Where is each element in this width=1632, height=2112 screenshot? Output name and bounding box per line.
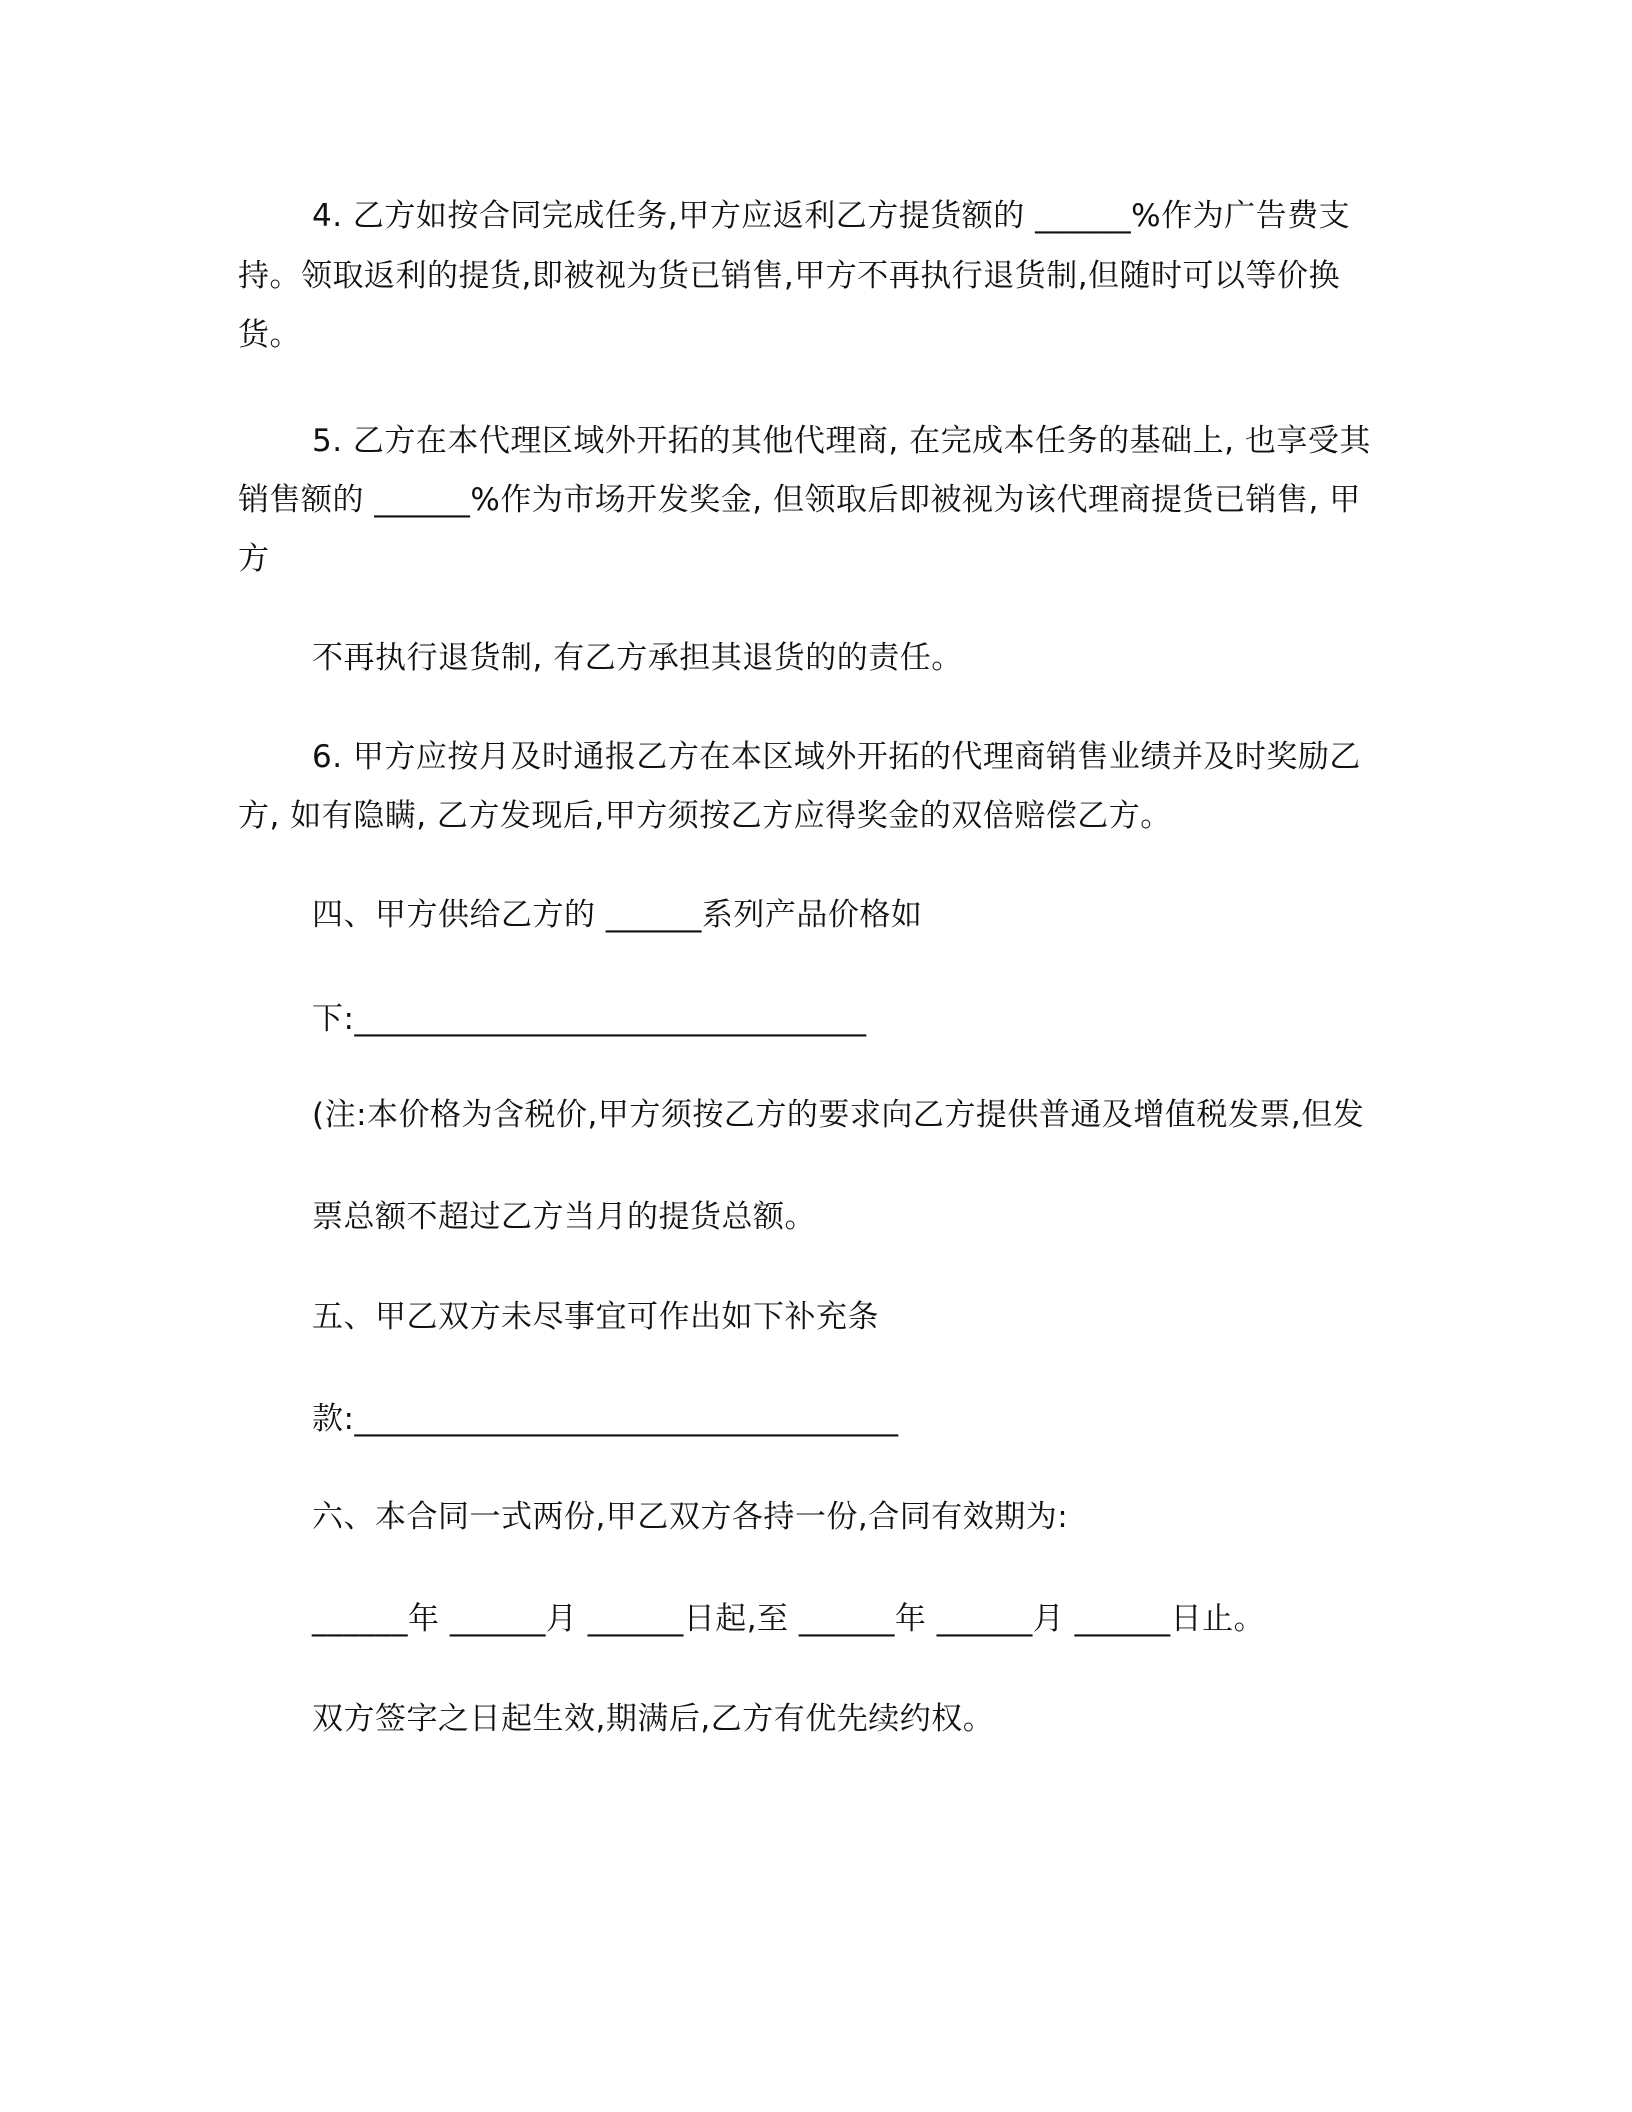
clause-5-line-2: 销售额的 ______%作为市场开发奖金, 但领取后即被视为该代理商提货已销售, 甲 [238, 482, 1361, 518]
section-4-note-line-2: 票总额不超过乙方当月的提货总额。 [312, 1199, 816, 1235]
section-6-effect: 双方签字之日起生效,期满后,乙方有优先续约权。 [312, 1701, 995, 1737]
section-4-heading: 四、甲方供给乙方的 ______系列产品价格如 [312, 897, 923, 933]
clause-5-line-1: 5. 乙方在本代理区域外开拓的其他代理商, 在完成本任务的基础上, 也享受其 [312, 423, 1371, 459]
clause-5-line-4: 不再执行退货制, 有乙方承担其退货的的责任。 [312, 640, 963, 676]
clause-5-line-3: 方 [238, 541, 270, 577]
section-5-continuation: 款:__________________________________ [312, 1401, 899, 1437]
clause-6-line-1: 6. 甲方应按月及时通报乙方在本区域外开拓的代理商销售业绩并及时奖励乙 [312, 739, 1361, 775]
section-5-heading: 五、甲乙双方未尽事宜可作出如下补充条 [312, 1299, 879, 1335]
clause-4-line-2: 持。领取返利的提货,即被视为货已销售,甲方不再执行退货制,但随时可以等价换 [238, 258, 1341, 294]
section-4-continuation: 下:________________________________ [312, 1001, 867, 1037]
section-6-heading: 六、本合同一式两份,甲乙双方各持一份,合同有效期为: [312, 1499, 1069, 1535]
clause-4-line-1: 4. 乙方如按合同完成任务,甲方应返利乙方提货额的 ______%作为广告费支 [312, 198, 1351, 234]
section-4-note-line-1: (注:本价格为含税价,甲方须按乙方的要求向乙方提供普通及增值税发票,但发 [312, 1097, 1365, 1133]
section-6-period: ______年 ______月 ______日起,至 ______年 ______月 ______日止。 [312, 1601, 1266, 1637]
clause-6-line-2: 方, 如有隐瞒, 乙方发现后,甲方须按乙方应得奖金的双倍赔偿乙方。 [238, 798, 1172, 834]
clause-4-line-3: 货。 [238, 317, 301, 353]
